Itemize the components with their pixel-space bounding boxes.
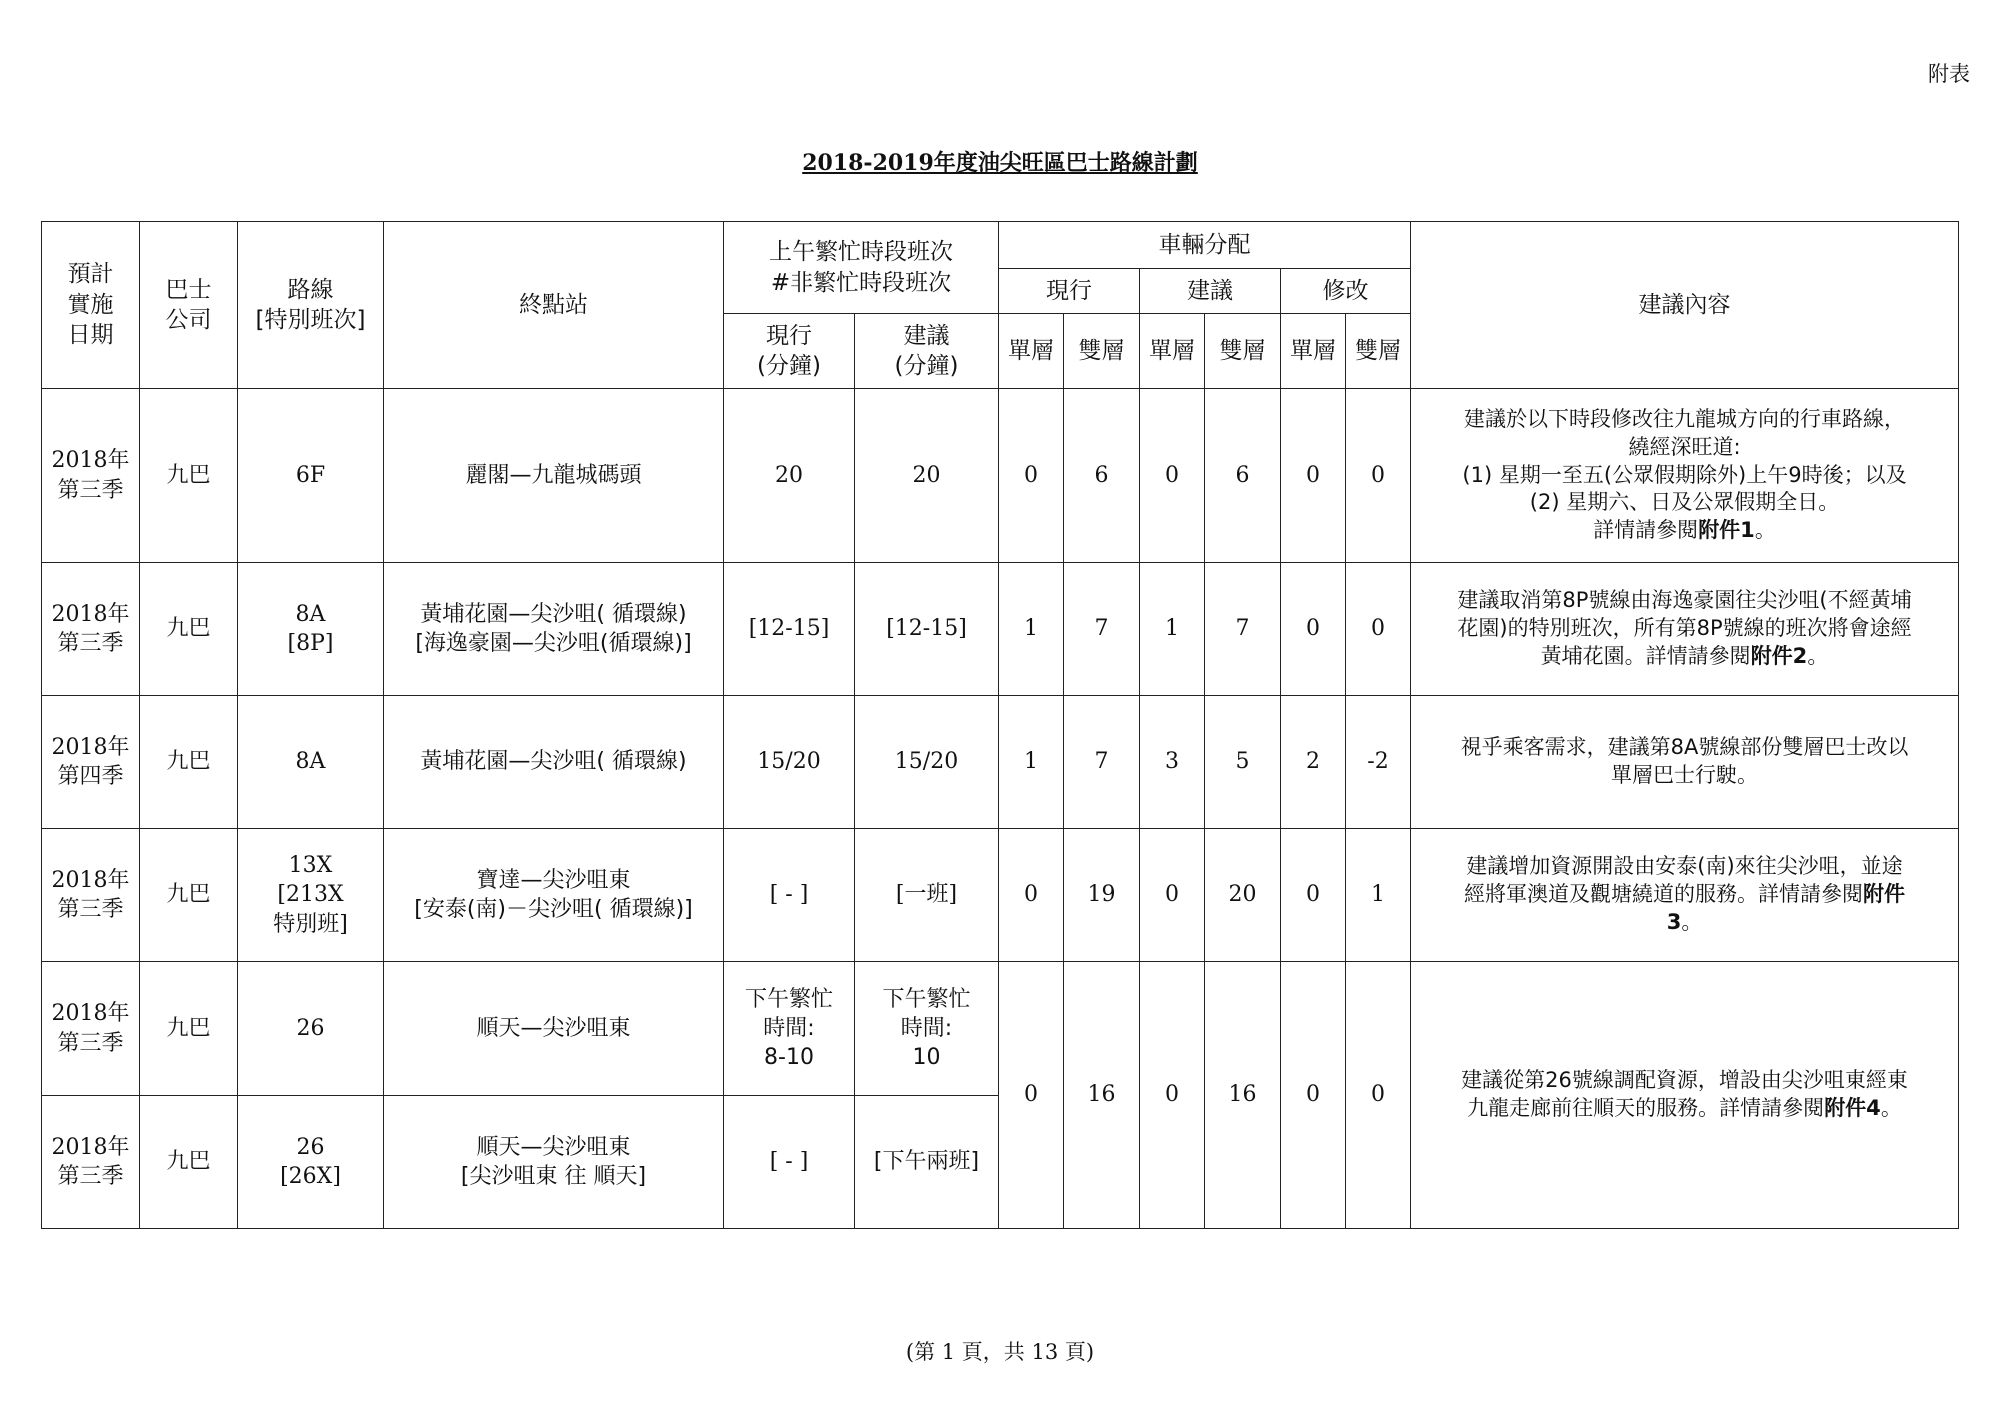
vehicle-cell: 7 (1064, 696, 1140, 829)
header-freq-current: 現行 (分鐘) (724, 314, 855, 389)
vehicle-cell: 0 (1140, 962, 1205, 1229)
vehicle-cell: 1 (999, 563, 1064, 696)
date-cell: 2018年 第三季 (42, 1096, 140, 1229)
freq-current-cell: 下午繁忙 時間: 8-10 (724, 962, 855, 1096)
freq-proposed-cell: [下午兩班] (855, 1096, 999, 1229)
company-cell: 九巴 (140, 389, 238, 563)
vehicle-cell: 6 (1205, 389, 1281, 563)
route-cell: 13X [213X 特別班] (238, 829, 384, 962)
vehicle-cell: 0 (1346, 962, 1411, 1229)
table-row (42, 962, 1959, 1096)
header-route: 路線 [特別班次] (238, 222, 384, 389)
header-date: 預計 實施 日期 (42, 222, 140, 389)
freq-proposed-cell: 20 (855, 389, 999, 563)
freq-proposed-cell: 下午繁忙 時間: 10 (855, 962, 999, 1096)
vehicle-cell: 1 (999, 696, 1064, 829)
company-cell: 九巴 (140, 829, 238, 962)
vehicle-cell: 0 (1140, 829, 1205, 962)
header-single-change: 單層 (1281, 314, 1346, 389)
vehicle-cell: 3 (1140, 696, 1205, 829)
route-cell: 26 [26X] (238, 1096, 384, 1229)
company-cell: 九巴 (140, 1096, 238, 1229)
route-cell: 6F (238, 389, 384, 563)
proposal-cell: 建議於以下時段修改往九龍城方向的行車路線， 繞經深旺道: (1) 星期一至五(公眾假期除外)上午9時後；以及 (2) 星期六、日及公眾假期全日。 詳情請參閱附件1。 (1411, 389, 1959, 563)
header-company: 巴士 公司 (140, 222, 238, 389)
header-terminus: 終點站 (384, 222, 724, 389)
proposal-cell: 建議從第26號線調配資源，增設由尖沙咀東經東 九龍走廊前往順天的服務。詳情請參閱附件4。 (1411, 962, 1959, 1229)
route-cell: 26 (238, 962, 384, 1096)
table-row (42, 696, 1959, 829)
terminus-cell: 黃埔花園—尖沙咀( 循環線) (384, 696, 724, 829)
freq-current-cell: 15/20 (724, 696, 855, 829)
vehicle-cell: 2 (1281, 696, 1346, 829)
terminus-cell: 順天—尖沙咀東 (384, 962, 724, 1096)
header-vehicle-change: 修改 (1281, 269, 1411, 314)
header-vehicle-proposed: 建議 (1140, 269, 1281, 314)
proposal-cell: 建議取消第8P號線由海逸豪園往尖沙咀(不經黃埔 花園)的特別班次，所有第8P號線的班次將會途經 黃埔花園。詳情請參閱附件2。 (1411, 563, 1959, 696)
vehicle-cell: 7 (1064, 563, 1140, 696)
vehicle-cell: -2 (1346, 696, 1411, 829)
proposal-cell: 建議增加資源開設由安泰(南)來往尖沙咀，並途 經將軍澳道及觀塘繞道的服務。詳情請參閱附件 3。 (1411, 829, 1959, 962)
vehicle-cell: 19 (1064, 829, 1140, 962)
vehicle-cell: 0 (1346, 563, 1411, 696)
header-double-proposed: 雙層 (1205, 314, 1281, 389)
freq-proposed-cell: [一班] (855, 829, 999, 962)
vehicle-cell: 0 (999, 962, 1064, 1229)
vehicle-cell: 0 (1346, 389, 1411, 563)
date-cell: 2018年 第三季 (42, 389, 140, 563)
vehicle-cell: 16 (1064, 962, 1140, 1229)
route-cell: 8A [8P] (238, 563, 384, 696)
date-cell: 2018年 第三季 (42, 829, 140, 962)
table-row (42, 829, 1959, 962)
vehicle-cell: 0 (1281, 829, 1346, 962)
freq-proposed-cell: [12-15] (855, 563, 999, 696)
vehicle-cell: 5 (1205, 696, 1281, 829)
table-row (42, 563, 1959, 696)
terminus-cell: 黃埔花園—尖沙咀( 循環線) [海逸豪園—尖沙咀(循環線)] (384, 563, 724, 696)
header-row-1 (42, 222, 1959, 269)
vehicle-cell: 7 (1205, 563, 1281, 696)
header-double-change: 雙層 (1346, 314, 1411, 389)
date-cell: 2018年 第三季 (42, 962, 140, 1096)
vehicle-cell: 20 (1205, 829, 1281, 962)
freq-current-cell: [12-15] (724, 563, 855, 696)
vehicle-cell: 0 (999, 389, 1064, 563)
company-cell: 九巴 (140, 563, 238, 696)
route-cell: 8A (238, 696, 384, 829)
bus-route-plan-table (41, 221, 1959, 1229)
terminus-cell: 麗閣—九龍城碼頭 (384, 389, 724, 563)
header-frequency: 上午繁忙時段班次 #非繁忙時段班次 (724, 222, 999, 314)
vehicle-cell: 0 (1281, 962, 1346, 1229)
vehicle-cell: 16 (1205, 962, 1281, 1229)
company-cell: 九巴 (140, 962, 238, 1096)
freq-current-cell: [ - ] (724, 1096, 855, 1229)
vehicle-cell: 0 (1140, 389, 1205, 563)
annex-label: 附表 (1928, 62, 1970, 86)
page-title: 2018-2019年度油尖旺區巴士路線計劃 (802, 150, 1198, 176)
terminus-cell: 寶達—尖沙咀東 [安泰(南)－尖沙咀( 循環線)] (384, 829, 724, 962)
header-double-current: 雙層 (1064, 314, 1140, 389)
page-footer: (第 1 頁，共 13 頁) (905, 1340, 1095, 1364)
freq-current-cell: [ - ] (724, 829, 855, 962)
date-cell: 2018年 第四季 (42, 696, 140, 829)
header-single-current: 單層 (999, 314, 1064, 389)
vehicle-cell: 1 (1346, 829, 1411, 962)
vehicle-cell: 0 (1281, 389, 1346, 563)
freq-current-cell: 20 (724, 389, 855, 563)
header-vehicle-allocation: 車輛分配 (999, 222, 1411, 269)
header-vehicle-current: 現行 (999, 269, 1140, 314)
vehicle-cell: 6 (1064, 389, 1140, 563)
vehicle-cell: 1 (1140, 563, 1205, 696)
company-cell: 九巴 (140, 696, 238, 829)
vehicle-cell: 0 (999, 829, 1064, 962)
freq-proposed-cell: 15/20 (855, 696, 999, 829)
header-single-proposed: 單層 (1140, 314, 1205, 389)
date-cell: 2018年 第三季 (42, 563, 140, 696)
terminus-cell: 順天—尖沙咀東 [尖沙咀東 往 順天] (384, 1096, 724, 1229)
header-freq-proposed: 建議 (分鐘) (855, 314, 999, 389)
vehicle-cell: 0 (1281, 563, 1346, 696)
header-proposal: 建議內容 (1411, 222, 1959, 389)
proposal-cell: 視乎乘客需求，建議第8A號線部份雙層巴士改以 單層巴士行駛。 (1411, 696, 1959, 829)
table-row (42, 389, 1959, 563)
